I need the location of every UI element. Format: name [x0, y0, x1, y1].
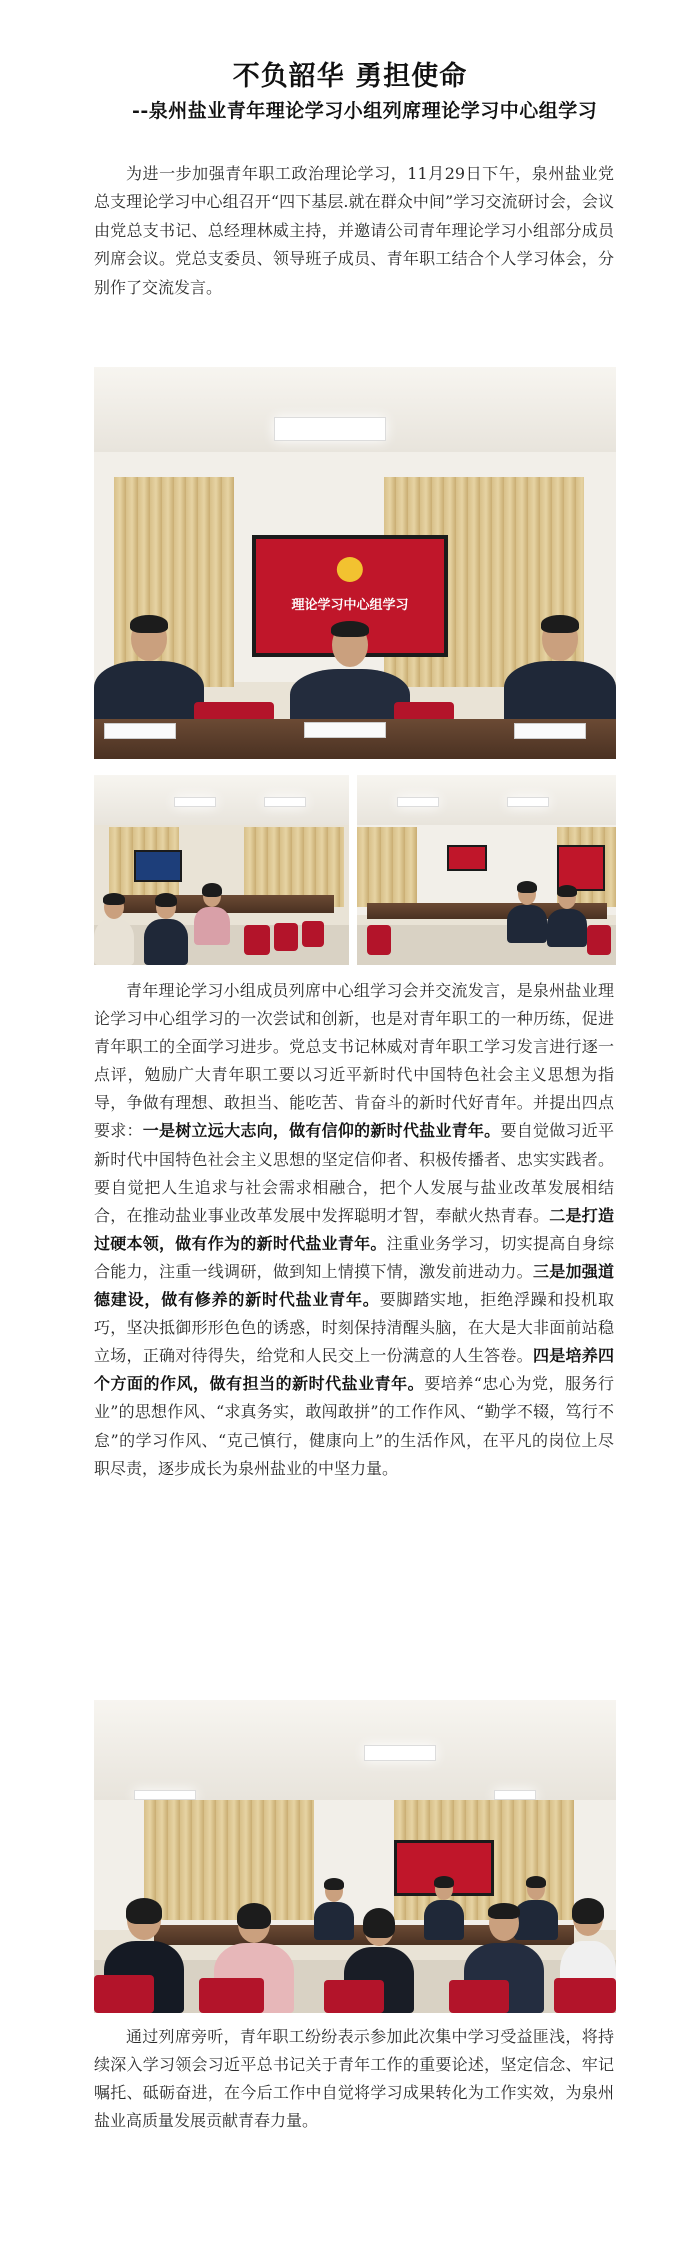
requirement-3-text: 要脚踏实地，拒绝浮躁和投机取巧，坚决抵御形形色色的诱惑，时刻保持清醒头脑，在大是大非面前站稳立场，正确对待得失，给党和人民交上一份满意的人生答卷。	[94, 1290, 614, 1366]
meeting-photo-left	[94, 775, 349, 965]
requirement-3-heading: 三是加强道德建设，做有修养的新时代盐业青年。	[94, 1261, 614, 1310]
attendee	[94, 617, 204, 727]
requirement-4-heading: 四是培养四个方面的作风，做有担当的新时代盐业青年。	[94, 1346, 614, 1394]
attendee	[504, 617, 616, 727]
paragraph-requirements	[94, 977, 614, 1483]
paragraph-intro: 为进一步加强青年职工政治理论学习，11月29日下午，泉州盐业党总支理论学习中心组召开“四下基层.就在群众中间”学习交流研讨会，会议由党总支书记、总经理林威主持，并邀请公司青年理论学习小组部分成员列席会议。党总支委员、领导班子成员、青年职工结合个人学习体会，分别作了交流发言。	[94, 164, 614, 297]
meeting-photo-main	[94, 367, 616, 759]
meeting-photo-right	[357, 775, 616, 965]
requirement-2-text: 注重业务学习，切实提高自身综合能力，注重一线调研，做到知上情摸下情，激发前进动力。	[94, 1233, 614, 1281]
requirements-intro: 青年理论学习小组成员列席中心组学习会并交流发言，是泉州盐业理论学习中心组学习的一次尝试和创新，也是对青年职工的一种历练，促进青年职工的全面学习进步。党总支书记林威对青年职工学习发言进行逐一点评，勉励广大青年职工要以习近平新时代中国特色社会主义思想为指导，争做有理想、敢担当、能吃苦、肯奋斗的新时代好青年。并提出四点要求：	[94, 981, 614, 1141]
requirement-1-heading: 一是树立远大志向，做有信仰的新时代盐业青年。	[142, 1121, 501, 1141]
requirement-1-text: 要自觉做习近平新时代中国特色社会主义思想的坚定信仰者、积极传播者、忠实实践者。要自觉把人生追求与社会需求相融合，把个人发展与盐业改革发展相结合，在推动盐业事业改革发展中发挥聪明才智，奉献火热青春。	[94, 1121, 614, 1225]
party-emblem-icon	[337, 557, 363, 582]
article-subtitle: --泉州盐业青年理论学习小组列席理论学习中心组学习	[132, 100, 598, 122]
requirement-4-text: 要培养“忠心为党，服务行业”的思想作风、“求真务实，敢闯敢拼”的工作作风、“勤学不辍，笃行不怠”的学习作风、“克己慎行，健康向上”的生活作风，在平凡的岗位上尽职尽责，逐步成长为泉州盐业的中坚力量。	[94, 1374, 614, 1478]
requirement-2-heading: 二是打造过硬本领，做有作为的新时代盐业青年。	[94, 1205, 614, 1253]
meeting-photo-wide	[94, 1700, 616, 2013]
paragraph-conclusion: 通过列席旁听，青年职工纷纷表示参加此次集中学习受益匪浅，将持续深入学习领会习近平总书记关于青年工作的重要论述，坚定信念、牢记嘱托、砥砺奋进，在今后工作中自觉将学习成果转化为工作实效，为泉州盐业高质量发展贡献青春力量。	[94, 2027, 614, 2130]
article-title: 不负韶华 勇担使命	[232, 61, 468, 92]
attendee	[290, 623, 410, 733]
screen-title: 理论学习中心组学习	[291, 597, 409, 613]
